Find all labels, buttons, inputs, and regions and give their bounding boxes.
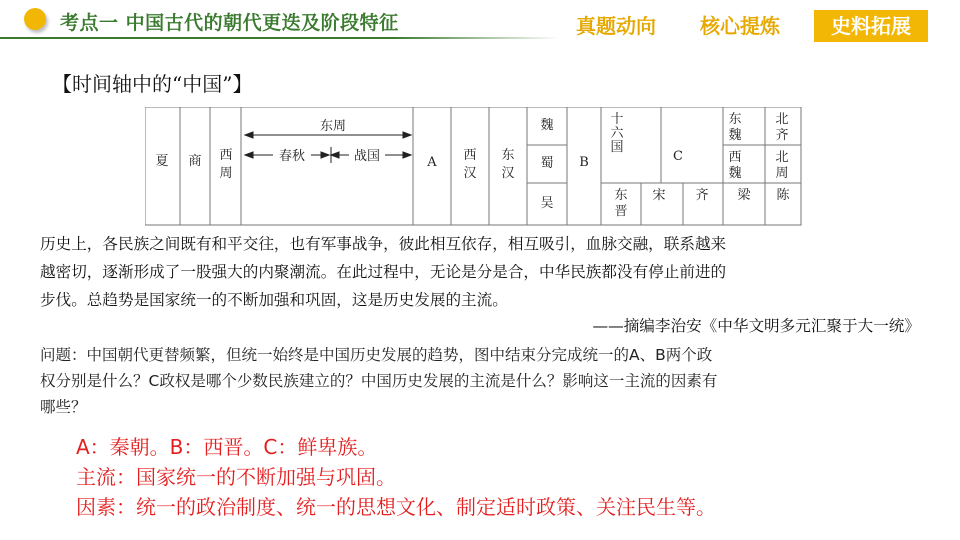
label-beiqi-1: 北 (775, 112, 789, 127)
dynasty-timeline (145, 107, 805, 231)
label-wei: 魏 (540, 118, 554, 133)
passage-line: 步伐。总趋势是国家统一的不断加强和巩固，这是历史发展的主流。 (40, 291, 508, 309)
label-chunqiu: 春秋 (278, 149, 306, 164)
label-liang: 梁 (737, 188, 751, 203)
label-donghan-2: 汉 (501, 166, 515, 181)
answer-block (76, 432, 716, 522)
label-xihan-2: 汉 (463, 166, 477, 181)
label-a: A (427, 155, 437, 170)
question-line: 问题：中国朝代更替频繁，但统一始终是中国历史发展的趋势，图中结束分完成统一的A、B两个政 (40, 346, 713, 364)
label-dongwei-1: 东 (728, 112, 742, 127)
label-zhanguo: 战国 (353, 149, 381, 164)
question-block (40, 342, 920, 420)
header-bullet-icon (24, 8, 46, 30)
label-dongjin-2: 晋 (614, 204, 628, 219)
label-shiliuguo-1: 十 (610, 112, 624, 127)
passage-citation: ——摘编李治安《中华文明多元汇聚于大一统》 (592, 317, 920, 335)
label-xiwei-2: 魏 (728, 166, 742, 181)
question-line: 权分别是什么？C政权是哪个少数民族建立的？中国历史发展的主流是什么？影响这一主流的因素有 (40, 372, 718, 390)
question-line: 哪些？ (40, 398, 87, 416)
label-xia: 夏 (155, 154, 169, 169)
answer-line: A：秦朝。B：西晋。C：鲜卑族。 (76, 435, 378, 459)
label-c: C (673, 149, 683, 164)
label-beiqi-2: 齐 (775, 128, 789, 143)
label-dongwei-2: 魏 (728, 128, 742, 143)
label-shiliuguo-3: 国 (610, 140, 624, 155)
label-beizhou-2: 周 (775, 166, 789, 181)
label-dongjin-1: 东 (614, 188, 628, 203)
label-beizhou-1: 北 (775, 150, 789, 165)
label-wu: 吴 (540, 196, 554, 211)
label-shu: 蜀 (540, 156, 554, 171)
label-donghan-1: 东 (501, 148, 515, 163)
answer-line: 因素：统一的政治制度、统一的思想文化、制定适时政策、关注民生等。 (76, 495, 716, 519)
header-underline (0, 37, 560, 39)
passage-line: 历史上，各民族之间既有和平交往，也有军事战争，彼此相互依存，相互吸引，血脉交融，联系越来 (40, 235, 727, 253)
label-xiwei-1: 西 (728, 150, 742, 165)
label-xihan-1: 西 (463, 148, 477, 163)
label-xizhou-2: 周 (219, 166, 233, 181)
label-song: 宋 (652, 188, 666, 203)
label-b: B (579, 155, 589, 170)
label-shiliuguo-2: 六 (610, 126, 624, 141)
label-xizhou-1: 西 (219, 148, 233, 163)
label-dongzhou: 东周 (319, 119, 347, 134)
source-passage (40, 230, 930, 314)
label-qi: 齐 (695, 188, 709, 203)
tab-source-expansion[interactable]: 史料拓展 (814, 10, 928, 42)
tab-exam-trends[interactable]: 真题动向 (576, 14, 656, 38)
label-chen: 陈 (776, 188, 790, 203)
passage-line: 越密切，逐渐形成了一股强大的内聚潮流。在此过程中，无论是分是合，中华民族都没有停止前进的 (40, 263, 727, 281)
tab-core-points[interactable]: 核心提炼 (700, 14, 780, 38)
page-title: 考点一 中国古代的朝代更迭及阶段特征 (60, 12, 399, 34)
answer-line: 主流：国家统一的不断加强与巩固。 (76, 465, 396, 489)
section-title: 【时间轴中的“中国”】 (52, 72, 253, 96)
label-shang: 商 (188, 154, 202, 169)
